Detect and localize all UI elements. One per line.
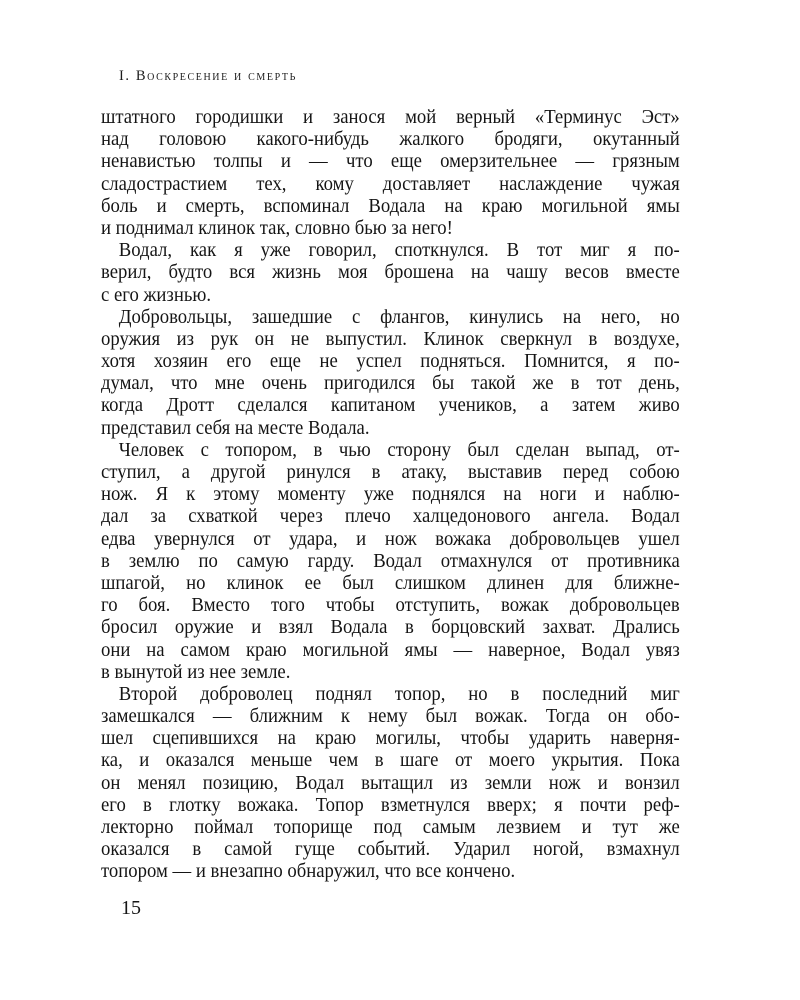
text-line: ступил, а другой ринулся в атаку, выставив перед собою bbox=[101, 461, 680, 483]
text-line: хотя хозяин его еще не успел подняться. Помнится, я по- bbox=[101, 350, 680, 373]
text-line: верил, будто вся жизнь моя брошена на чашу весов вместе bbox=[101, 261, 680, 284]
text-line: с его жизнью. bbox=[101, 283, 212, 306]
text-line: оказался в самой гуще событий. Ударил ногой, взмахнул bbox=[101, 838, 680, 861]
text-line: его в глотку вожака. Топор взметнулся вверх; я почти реф- bbox=[101, 793, 680, 816]
text-line: Водал, как я уже говорил, споткнулся. В тот миг я по- bbox=[118, 239, 680, 262]
text-line: нож. Я к этому моменту уже поднялся на ноги и наблю- bbox=[101, 483, 680, 506]
text-line: сладострастием тех, кому доставляет наслаждение чужая bbox=[101, 172, 680, 195]
text-line: и поднимал клинок так, словно бью за него! bbox=[101, 216, 453, 239]
text-line: в землю по самую гарду. Водал отмахнулся от противника bbox=[101, 549, 680, 572]
text-line: когда Дротт сделался капитаном учеников, а затем живо bbox=[101, 394, 680, 417]
text-line: го боя. Вместо того чтобы отступить, вожак добровольцев bbox=[101, 594, 680, 617]
text-line: шпагой, но клинок ее был слишком длинен для ближне- bbox=[101, 571, 680, 594]
text-line: топором — и внезапно обнаружил, что все кончено. bbox=[101, 860, 516, 883]
text-line: замешкался — ближним к нему был вожак. Тогда он обо- bbox=[101, 705, 680, 728]
text-line: в вынутой из нее земле. bbox=[101, 660, 291, 683]
text-line: они на самом краю могильной ямы — наверное, Водал увяз bbox=[101, 638, 680, 661]
text-line: думал, что мне очень пригодился бы такой же в тот день, bbox=[101, 372, 680, 395]
text-line: Второй доброволец поднял топор, но в последний миг bbox=[118, 682, 680, 705]
text-line: бросил оружие и взял Водала в борцовский захват. Дрались bbox=[101, 616, 680, 639]
text-line: представил себя на месте Водала. bbox=[101, 416, 370, 439]
running-head: I. Воскресение и смерть bbox=[119, 68, 297, 84]
text-line: ненавистью толпы и — что еще омерзительнее — грязным bbox=[101, 150, 680, 173]
text-line: лекторно поймал топорище под самым лезвием и тут же bbox=[101, 816, 680, 838]
text-line: едва увернулся от удара, и нож вожака добровольцев ушел bbox=[101, 527, 680, 550]
body-text bbox=[101, 106, 680, 883]
text-line: ка, и оказался меньше чем в шаге от моего укрытия. Пока bbox=[101, 749, 680, 772]
text-line: оружия из рук он не выпустил. Клинок сверкнул в воздухе, bbox=[101, 327, 680, 350]
text-line: штатного городишки и занося мой верный «Терминус Эст» bbox=[101, 106, 680, 128]
text-line: над головою какого-нибудь жалкого бродяги, окутанный bbox=[101, 128, 680, 151]
text-line: Человек с топором, в чью сторону был сделан выпад, от- bbox=[118, 438, 680, 461]
text-line: он менял позицию, Водал вытащил из земли нож и вонзил bbox=[101, 771, 680, 794]
text-line: дал за схваткой через плечо халцедонового ангела. Водал bbox=[101, 505, 680, 528]
page-number: 15 bbox=[121, 897, 141, 919]
text-line: шел сцепившихся на краю могилы, чтобы ударить наверня- bbox=[101, 727, 680, 750]
text-line: Добровольцы, зашедшие с флангов, кинулись на него, но bbox=[118, 305, 680, 328]
text-line: боль и смерть, вспоминал Водала на краю могильной ямы bbox=[101, 194, 680, 217]
